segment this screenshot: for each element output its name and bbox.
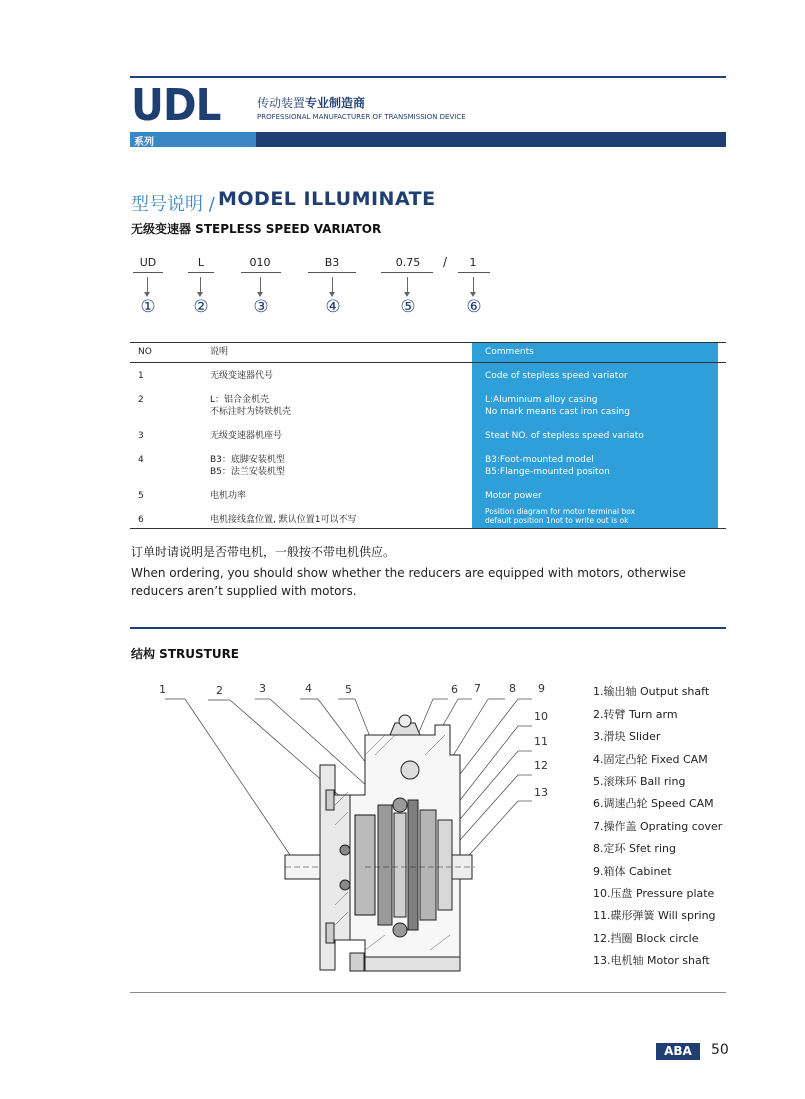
code-separator: /	[442, 255, 448, 269]
table-bottom-rule	[130, 528, 726, 529]
code-underline-2	[188, 272, 214, 273]
code-arrow-5	[407, 277, 408, 293]
marker-6: ⑥	[466, 297, 482, 317]
callout-6: 6	[451, 683, 458, 696]
header-band-dark	[256, 132, 726, 147]
variator-cross-section-drawing	[150, 695, 580, 985]
legend-item-7: 7.操作盖 Oprating cover	[593, 820, 723, 833]
callout-12: 12	[534, 759, 548, 772]
row-4-comments: B3:Foot-mounted model B5:Flange-mounted positon	[485, 455, 610, 477]
marker-4: ④	[325, 297, 341, 317]
legend-item-11: 11.碟形弹簧 Will spring	[593, 909, 716, 922]
code-arrow-4	[332, 277, 333, 293]
marker-3: ③	[253, 297, 269, 317]
tagline-en: PROFESSIONAL MANUFACTURER OF TRANSMISSION DEVICE	[257, 113, 466, 121]
callout-5: 5	[345, 683, 352, 696]
row-1-no: 1	[138, 371, 144, 381]
section-title-en: MODEL ILLUMINATE	[218, 188, 436, 210]
callout-8: 8	[509, 682, 516, 695]
callout-3: 3	[259, 682, 266, 695]
row-2-comments: L:Aluminium alloy casing No mark means cast iron casing	[485, 395, 630, 417]
tagline-cn-bold: 专业制造商	[305, 96, 366, 110]
legend-item-8: 8.定环 Sfet ring	[593, 842, 676, 855]
row-3-comments: Steat NO. of stepless speed variato	[485, 431, 644, 441]
callout-2: 2	[216, 684, 223, 697]
callout-13: 13	[534, 786, 548, 799]
row-1-comments: Code of stepless speed variator	[485, 371, 628, 381]
row-3-no: 3	[138, 431, 144, 441]
code-part-5: 0.75	[395, 256, 421, 269]
code-part-4: B3	[324, 256, 340, 269]
row-4-no: 4	[138, 455, 144, 465]
table-top-rule	[130, 342, 726, 343]
header-top-rule	[130, 76, 726, 78]
row-2-desc: L：铝合金机壳 不标注时为铸铁机壳	[210, 395, 292, 417]
code-underline-6	[458, 272, 490, 273]
row-4-desc: B3：底脚安装机型 B5：法兰安装机型	[210, 455, 285, 477]
code-underline-3	[241, 272, 281, 273]
code-underline-5	[381, 272, 433, 273]
structure-title: 结构 STRUSTURE	[131, 647, 240, 661]
section-title-cn: 型号说明 /	[131, 194, 215, 215]
row-6-desc: 电机接线盒位置, 默认位置1可以不写	[210, 515, 357, 525]
legend-item-9: 9.箱体 Cabinet	[593, 865, 672, 878]
legend-item-6: 6.调速凸轮 Speed CAM	[593, 797, 714, 810]
structure-rule	[130, 627, 726, 629]
legend-item-10: 10.压盘 Pressure plate	[593, 887, 715, 900]
header-comments: Comments	[485, 347, 534, 357]
series-label: 系列	[134, 137, 154, 148]
section-subtitle: 无级变速器 STEPLESS SPEED VARIATOR	[131, 222, 382, 236]
row-3-desc: 无级变速器机座号	[210, 431, 283, 441]
marker-2: ②	[193, 297, 209, 317]
order-note-en: When ordering, you should show whether the reducers are equipped with motors, otherwise reducers aren’t supplied with motors.	[131, 566, 686, 598]
callout-11: 11	[534, 735, 548, 748]
footer-rule	[130, 992, 726, 993]
legend-item-12: 12.挡圈 Block circle	[593, 932, 699, 945]
order-note-cn: 订单时请说明是否带电机，一般按不带电机供应。	[131, 545, 396, 559]
code-arrow-2	[200, 277, 201, 293]
callout-7: 7	[474, 682, 481, 695]
table-header-rule	[130, 362, 726, 363]
legend-item-5: 5.滚珠环 Ball ring	[593, 775, 686, 788]
legend-item-4: 4.固定凸轮 Fixed CAM	[593, 753, 708, 766]
code-part-3: 010	[249, 256, 271, 269]
code-underline-1	[133, 272, 163, 273]
row-1-desc: 无级变速器代号	[210, 371, 274, 381]
legend-item-2: 2.转臂 Turn arm	[593, 708, 678, 721]
footer-badge: ABA	[656, 1043, 700, 1060]
tagline-cn-light: 传动装置	[257, 96, 306, 110]
legend-item-3: 3.滑块 Slider	[593, 730, 661, 743]
legend-item-13: 13.电机轴 Motor shaft	[593, 954, 710, 967]
row-5-no: 5	[138, 491, 144, 501]
tagline-cn	[257, 94, 365, 111]
callout-1: 1	[159, 683, 166, 696]
code-part-2: L	[197, 256, 205, 269]
row-6-no: 6	[138, 515, 144, 525]
marker-5: ⑤	[400, 297, 416, 317]
row-5-desc: 电机功率	[210, 491, 247, 501]
callout-10: 10	[534, 710, 548, 723]
code-arrow-6	[473, 277, 474, 293]
row-6-comments: Position diagram for motor terminal box default position 1not to write out is ok	[485, 507, 636, 525]
header-no: NO	[138, 347, 152, 357]
legend-item-1: 1.输出轴 Output shaft	[593, 685, 710, 698]
page-number: 50	[711, 1042, 729, 1058]
callout-9: 9	[538, 682, 545, 695]
row-2-no: 2	[138, 395, 144, 405]
code-part-6: 1	[469, 256, 477, 269]
row-5-comments: Motor power	[485, 491, 542, 501]
brand-logo: UDL	[131, 80, 221, 131]
marker-1: ①	[140, 297, 156, 317]
callout-4: 4	[305, 682, 312, 695]
code-arrow-1	[147, 277, 148, 293]
code-part-1: UD	[139, 256, 157, 269]
code-underline-4	[308, 272, 356, 273]
code-arrow-3	[260, 277, 261, 293]
header-desc: 说明	[210, 347, 229, 357]
